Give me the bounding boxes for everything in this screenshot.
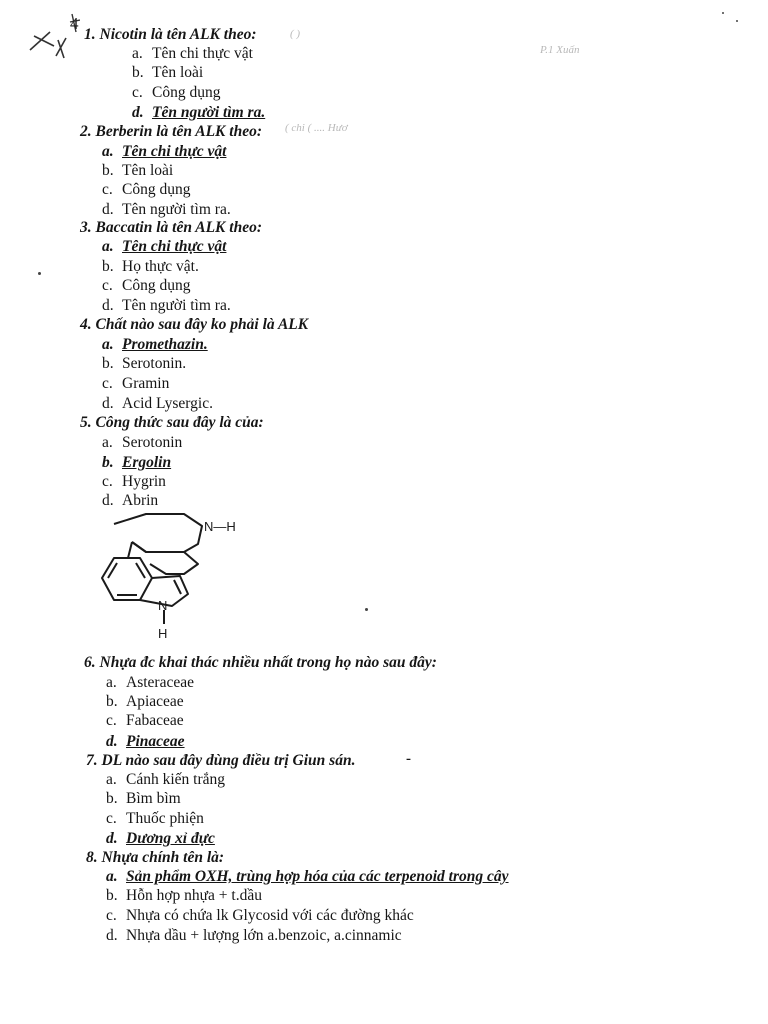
q5-option-a: a. Serotonin — [102, 434, 183, 451]
q1-option-d-correct: d. Tên người tìm ra. — [132, 104, 266, 121]
q3-option-a-correct: a. Tên chi thực vật — [102, 238, 227, 255]
q1-option-c: c. Công dụng — [132, 84, 221, 101]
question-7-title: 7. DL nào sau đây dùng điều trị Giun sán. — [86, 752, 356, 769]
q4-option-c: c. Gramin — [102, 375, 170, 392]
scan-speck — [736, 20, 738, 22]
q2-option-c: c. Công dụng — [102, 181, 191, 198]
q3-option-b: b. Họ thực vật. — [102, 258, 199, 275]
q1-option-b: b. Tên loài — [132, 64, 204, 81]
question-4-title: 4. Chất nào sau đây ko phải là ALK — [80, 316, 309, 333]
q3-option-c: c. Công dụng — [102, 277, 191, 294]
question-3-title: 3. Baccatin là tên ALK theo: — [80, 219, 262, 236]
q2-option-d: d. Tên người tìm ra. — [102, 201, 231, 218]
question-1-title: 1. Nicotin là tên ALK theo: — [84, 26, 257, 43]
q1-option-a: a. Tên chi thực vật — [132, 45, 253, 62]
q2-option-a-correct: a. Tên chi thực vật — [102, 143, 227, 160]
q1-side-note-left: ( ) — [290, 28, 301, 40]
ergolin-structure-diagram — [80, 508, 260, 648]
q5-option-d: d. Abrin — [102, 492, 159, 509]
q7-option-a: a. Cánh kiến trắng — [106, 771, 226, 788]
question-6-title: 6. Nhựa đc khai thác nhiều nhất trong họ nào sau đây: — [84, 654, 437, 671]
scan-speck — [38, 272, 41, 275]
question-2-title: 2. Berberin là tên ALK theo: — [80, 123, 262, 140]
q8-option-b: b. Hỗn hợp nhựa + t.dầu — [106, 887, 262, 904]
q4-option-d: d. Acid Lysergic. — [102, 395, 213, 412]
question-8-title: 8. Nhựa chính tên là: — [86, 849, 225, 866]
q1-side-note-right: P.1 Xuấn — [540, 44, 580, 56]
q6-option-d-correct: d. Pinaceae — [106, 733, 185, 750]
q1-number-mark: 4 — [70, 14, 79, 33]
q8-option-a-correct: a. Sản phẩm OXH, trùng hợp hóa của các terpenoid trong cây — [106, 868, 509, 885]
ergolin-atom-h: H — [158, 626, 168, 641]
q6-option-a: a. Asteraceae — [106, 674, 194, 691]
q2-side-note: ( chi ( .... Hươ — [285, 122, 348, 134]
q3-option-d: d. Tên người tìm ra. — [102, 297, 231, 314]
stray-dash: - — [406, 751, 411, 767]
q5-option-c: c. Hygrin — [102, 473, 166, 490]
q5-option-b-correct: b. Ergolin — [102, 454, 172, 471]
ergolin-atom-nh: N—H — [204, 519, 236, 534]
scan-speck — [365, 608, 368, 611]
q8-option-c: c. Nhựa có chứa lk Glycosid với các đường khác — [106, 907, 414, 924]
q6-option-c: c. Fabaceae — [106, 712, 184, 729]
q7-option-c: c. Thuốc phiện — [106, 810, 204, 827]
q2-option-b: b. Tên loài — [102, 162, 174, 179]
ergolin-atom-n: N — [158, 598, 168, 613]
question-5-title: 5. Công thức sau đây là của: — [80, 414, 264, 431]
q7-option-d-correct: d. Dương xỉ đực — [106, 830, 215, 847]
q6-option-b: b. Apiaceae — [106, 693, 184, 710]
q4-option-b: b. Serotonin. — [102, 355, 187, 372]
q7-option-b: b. Bìm bìm — [106, 790, 181, 807]
q8-option-d: d. Nhựa dầu + lượng lớn a.benzoic, a.cinnamic — [106, 927, 402, 944]
scan-speck — [722, 12, 724, 14]
q4-option-a-correct: a. Promethazin. — [102, 336, 208, 353]
